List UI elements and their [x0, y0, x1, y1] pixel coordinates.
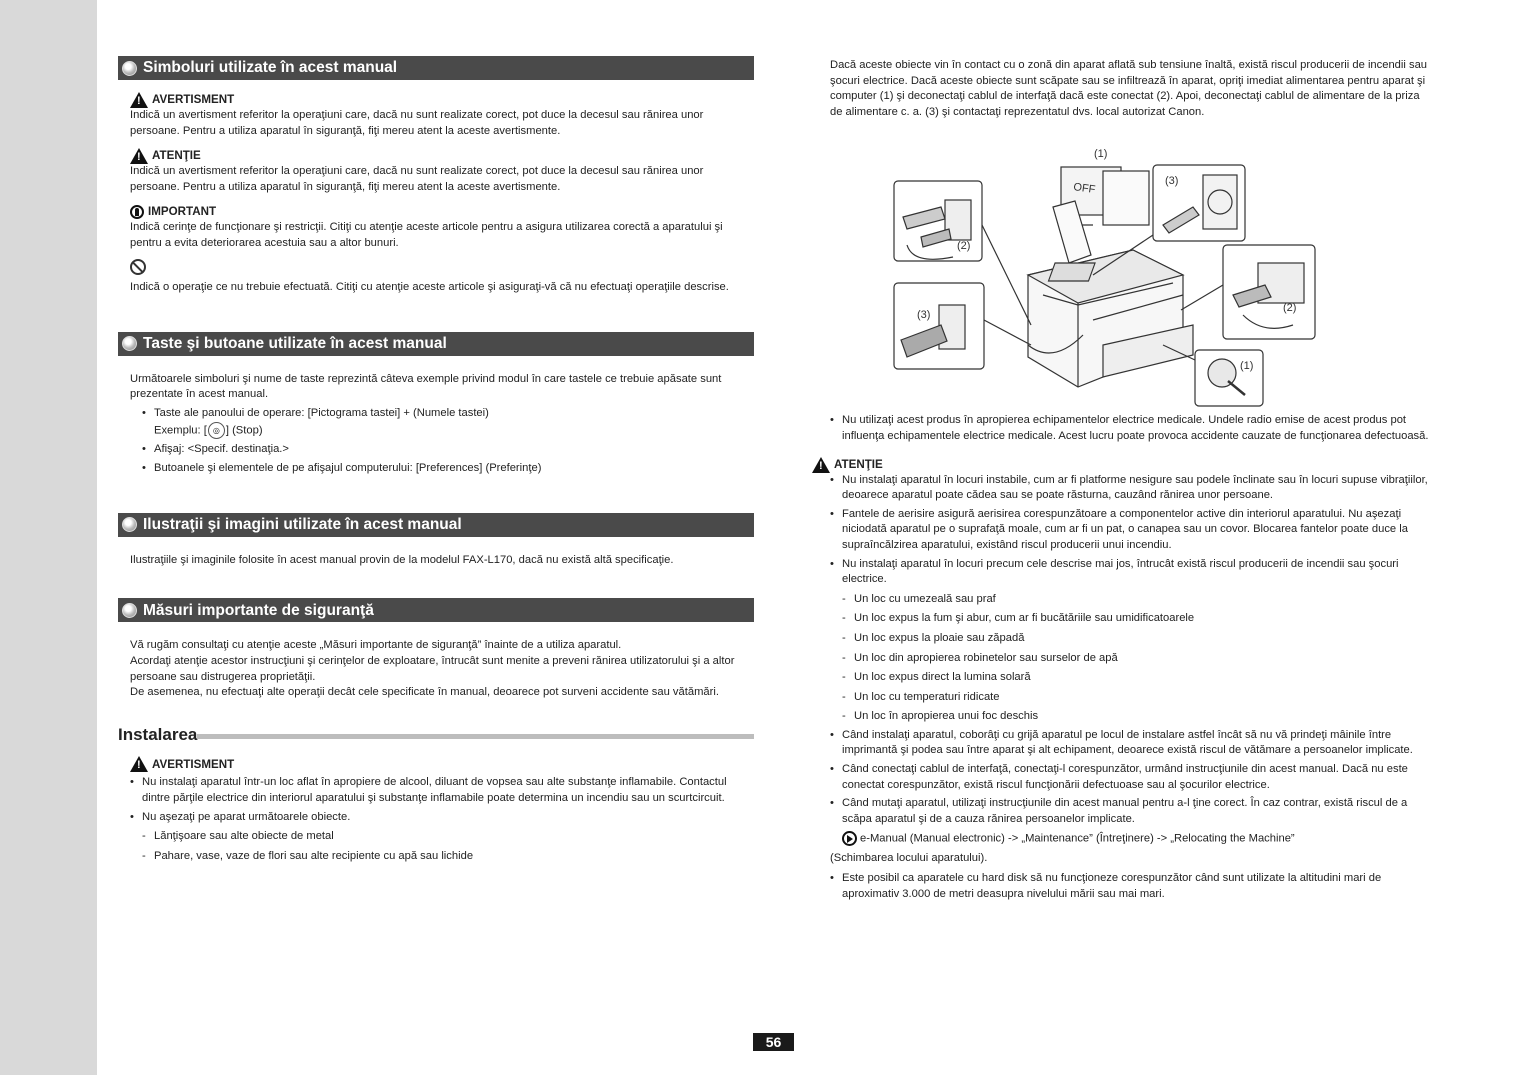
section-bullet-icon [122, 517, 137, 532]
warning-label-text: AVERTISMENT [152, 93, 235, 107]
install-heading [118, 724, 754, 744]
keys-item-panel: Taste ale panoului de operare: [Pictograma tastei] + (Numele tastei) [154, 406, 489, 419]
section-header-safety [118, 598, 754, 622]
warning-label [130, 92, 754, 108]
example-suffix: ] (Stop) [225, 423, 263, 436]
caution-description: Indică un avertisment referitor la operaţiuni care, dacă nu sunt realizate corect, pot duce la decesul sau rănirea unor persoane. Pentru a utiliza aparatul în siguranţă, fiţi mereu atent la aceste avertismente. [130, 165, 704, 193]
section-bullet-icon [122, 603, 137, 618]
page-sidebar-strip [0, 0, 97, 1075]
page-number: 56 [753, 1033, 794, 1051]
warning-description: Indică un avertisment referitor la operaţiuni care, dacă nu sunt realizate corect, pot duce la decesul sau rănirea unor persoane. Pentru a utiliza aparatul în siguranţă, fiţi mereu atent la aceste avertismente. [130, 109, 704, 137]
list-item: - Un loc din apropierea robinetelor sau surselor de apă [818, 651, 1430, 667]
symbols-body [118, 92, 754, 296]
illustration-svg [893, 145, 1318, 407]
list-item: • Nu utilizaţi acest produs în apropierea echipamentelor electrice medicale. Undele radio emise de acest produs pot influenţa echipamentele electrice medicale. Acest lucru poate provoca accidente cauzate de funcţionarea defectuoasă. [818, 413, 1430, 444]
safety-body [118, 638, 754, 700]
label-1-top: (1) [1094, 148, 1108, 160]
emanual-reference-continued: (Schimbarea locului aparatului). [830, 852, 988, 865]
section-header-keys [118, 332, 754, 356]
altitude-list [818, 871, 1430, 902]
safety-p3: De asemenea, nu efectuaţi alte operaţii decât cele specificate în manual, deoarece pot surveni accidente sau vătămări. [130, 686, 719, 699]
list-item: - Un loc cu temperaturi ridicate [818, 690, 1430, 706]
off-label: OFF [1072, 181, 1097, 197]
list-item: - Un loc cu umezeală sau praf [818, 592, 1430, 608]
prohibited-icon [130, 259, 146, 275]
list-item: • Butoanele şi elementele de pe afişajul computerului: [Preferences] (Preferinţe) [130, 461, 754, 477]
list-item: • Nu aşezaţi pe aparat următoarele obiecte. [118, 810, 754, 826]
list-item: • Afişaj: <Specif. destinaţia.> [130, 442, 754, 458]
label-2-right: (2) [1283, 302, 1297, 314]
list-item: - Un loc expus la fum şi abur, cum ar fi bucătăriile sau umidificatoarele [818, 611, 1430, 627]
left-column [118, 56, 754, 864]
list-item: • Când conectaţi cablul de interfaţă, conectaţi-l corespunzător, urmând instrucţiunile din acest manual. Dacă nu este conectat corespunzător, există riscul funcţionării defectuoase sau al şocurilor electrice. [818, 762, 1430, 793]
list-item: - Lănţişoare sau alte obiecte de metal [118, 829, 754, 845]
section-title: Taste şi butoane utilizate în acest manual [143, 334, 447, 352]
install-warning-label [130, 756, 754, 772]
illustrations-text: Ilustraţiile şi imaginile folosite în acest manual provin de la modelul FAX-L170, dacă nu există altă specificaţie. [130, 553, 674, 566]
emanual-link-icon [842, 831, 857, 846]
caution-label [130, 148, 754, 164]
caution-label-text: ATENŢIE [152, 149, 201, 163]
important-icon [130, 205, 144, 219]
section-bullet-icon [122, 336, 137, 351]
list-item: • Nu instalaţi aparatul într-un loc aflat în apropiere de alcool, diluant de vopsea sau alte substanţe inflamabile. Contactul dintre părţile electrice din interiorul aparatului şi substanţe inflamabile poate determina un incendiu sau un scurtcircuit. [118, 775, 754, 806]
list-item: - Un loc expus direct la lumina solară [818, 670, 1430, 686]
warning-icon [130, 92, 148, 108]
label-2-left: (2) [957, 240, 971, 252]
safety-p1: Vă rugăm consultaţi cu atenţie aceste „Măsuri importante de siguranţă” înainte de a utiliza aparatul. [130, 639, 622, 652]
caution-icon [130, 148, 148, 164]
keys-intro: Următoarele simboluri şi nume de taste reprezintă câteva exemple privind modul în care tastele ce trebuie apăsate sunt prezentate în acest manual. [130, 372, 722, 401]
list-item: - Pahare, vase, vaze de flori sau alte recipiente cu apă sau lichide [118, 849, 754, 865]
warning-label-text: AVERTISMENT [152, 757, 235, 771]
important-label-text: IMPORTANT [148, 205, 217, 219]
list-item: - Un loc expus la ploaie sau zăpadă [818, 631, 1430, 647]
emanual-reference[interactable] [842, 831, 1430, 847]
list-item: - Un loc în apropierea unui foc deschis [818, 709, 1430, 725]
caution-icon [812, 457, 830, 473]
stop-key-icon: ◎ [208, 422, 225, 439]
right-intro: Dacă aceste obiecte vin în contact cu o zonă din aparat aflată sub tensiune înaltă, există riscul producerii de incendii sau şocuri electrice. Dacă aceste obiecte sunt scăpate sau se infiltrează în aparat, opriţi imediat alimentarea pentru aparat şi computer (1) şi deconectaţi cablul de interfaţă dacă este conectat (2). Apoi, deconectaţi cablul de alimentare de la priza de alimentare c. a. (3) şi contactaţi reprezentatul dvs. local autorizat Canon. [830, 59, 1428, 118]
illustrations-body [118, 553, 754, 569]
section-header-illustrations [118, 513, 754, 537]
install-title: Instalarea [118, 724, 198, 744]
label-1-right: (1) [1240, 360, 1254, 372]
section-title: Măsuri importante de siguranţă [143, 601, 374, 619]
section-title: Ilustraţii şi imagini utilizate în acest manual [143, 515, 462, 533]
safety-p2: Acordaţi atenţie acestor instrucţiuni şi cerinţelor de exploatare, întrucât sunt menite a preveni rănirea utilizatorului şi a altor persoane sau distrugerea proprietăţii. [130, 654, 735, 683]
caution-label-text: ATENŢIE [834, 457, 883, 471]
list-item: • Nu instalaţi aparatul în locuri instabile, cum ar fi platforme nesigure sau podele înclinate sau în locuri supuse vibraţiilor, deoarece aparatul poate cădea sau se poate răsturna, cauzând rănirea unor persoane. [818, 473, 1430, 504]
list-item: • Când instalaţi aparatul, coborâţi cu grijă aparatul pe locul de instalare astfel încât să nu vă prindeţi mâinile între imprimantă şi podea sau între aparat şi alt echipament, deoarece există riscul de vătămare a persoanelor implicate. [818, 728, 1430, 759]
prohibited-description: Indică o operaţie ce nu trebuie efectuată. Citiţi cu atenţie aceste articole şi asiguraţi-vă că nu efectuaţi operaţiile descrise. [130, 281, 729, 294]
list-item: • Fantele de aerisire asigură aerisirea corespunzătoare a componentelor active din interiorul aparatului. Nu aşezaţi niciodată aparatul pe o suprafaţă moale, cum ar fi un pat, o canapea sau un covor. Blocarea fantelor poate duce la supraîncălzirea aparatului, existând riscul producerii unui incendiu. [818, 507, 1430, 554]
warning-icon [130, 756, 148, 772]
caution-list [818, 473, 1430, 848]
list-item [130, 406, 754, 439]
list-item [818, 796, 1430, 847]
move-instruction: Când mutaţi aparatul, utilizaţi instrucţiunile din acest manual pentru a-l ţine corect. În caz contrar, există riscul de a scăpa aparatul şi de a cauza rănirea persoanelor implicate. [842, 797, 1408, 825]
heading-rule [197, 734, 754, 739]
label-3-top: (3) [1165, 175, 1179, 187]
caution-label [812, 457, 1430, 473]
example-prefix: Exemplu: [ [154, 423, 207, 436]
list-item: • Este posibil ca aparatele cu hard disk să nu funcţioneze corespunzător când sunt utilizate la altitudini mari de aproximativ 3.000 de metri deasupra nivelului mării sau mai mari. [818, 871, 1430, 902]
list-item: • Nu instalaţi aparatul în locuri precum cele descrise mai jos, întrucât există riscul producerii de incendii sau şocuri electrice. [818, 557, 1430, 588]
label-3-left: (3) [917, 309, 931, 321]
emanual-reference-text[interactable]: e-Manual (Manual electronic) -> „Maintenance” (Întreţinere) -> „Relocating the Machine” [860, 832, 1295, 845]
disconnect-illustration [893, 145, 1318, 407]
medical-list [818, 413, 1430, 444]
section-title: Simboluri utilizate în acest manual [143, 59, 398, 77]
section-header-symbols [118, 56, 754, 80]
important-description: Indică cerinţe de funcţionare şi restricţii. Citiţi cu atenţie aceste articole pentru a asigura utilizarea corectă a aparatului şi pentru a evita deteriorarea acestuia sau a altor bunuri. [130, 220, 723, 249]
fax-machine-illustration [1028, 250, 1193, 387]
keys-body [118, 372, 754, 477]
section-bullet-icon [122, 61, 137, 76]
install-body [118, 756, 754, 772]
install-list [118, 775, 754, 864]
important-label [130, 204, 754, 220]
